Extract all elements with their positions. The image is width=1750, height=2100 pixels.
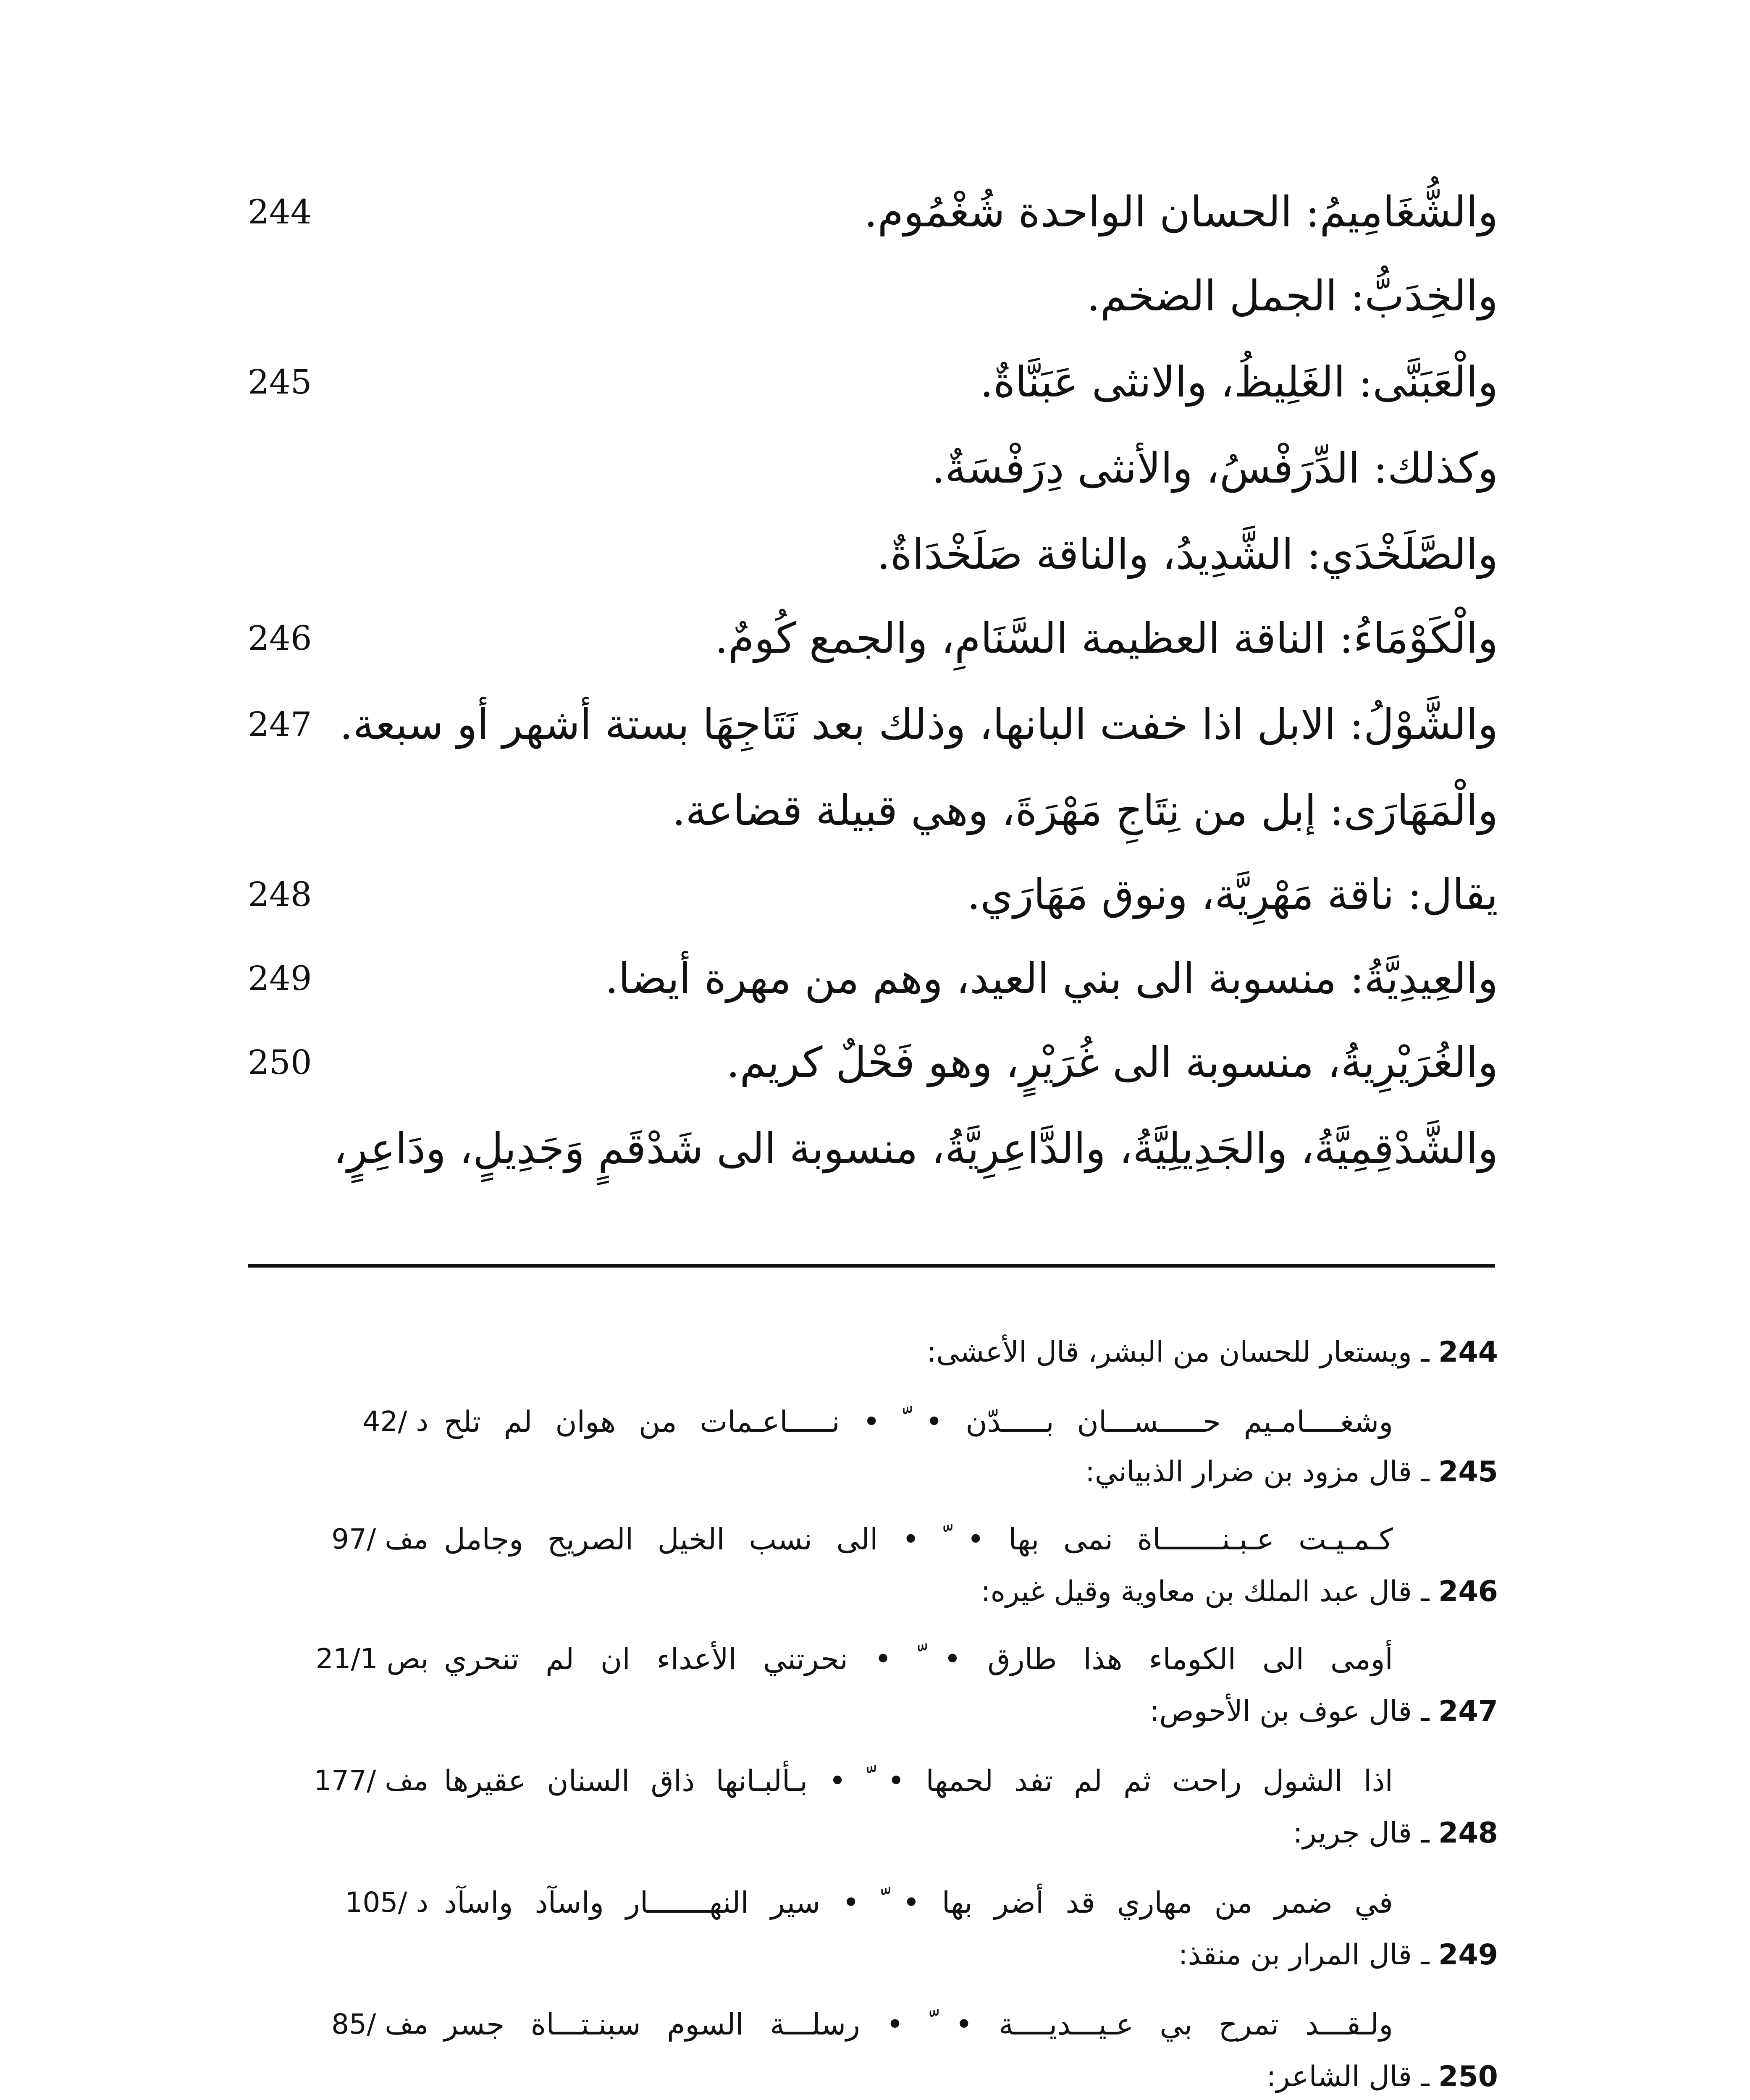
footnote-number: 246 [1438,1575,1498,1608]
footnote-verse-line [0,1871,1750,1934]
footnote-verse: أومى الى الكوماء هذا طارق • ّ • نحرتني الأعداء ان لم تنحري [444,1642,1393,1676]
footnote-verse: كـمـيـت عـبـنـــــــاة نمى بها • ّ • الى نسب الخيل الصريح وجامل [444,1522,1393,1557]
footnote-number: 250 [1438,2060,1498,2093]
entry-number: 247 [248,705,312,744]
footnote-heading [238,1928,1498,1982]
footnote-source: بص 21/1 [315,1643,428,1675]
entry-text: والشَّوْلُ: الابل اذا خفت البانها، وذلك بعد نَتَاجِهَا بستة أشهر أو سبعة. [339,700,1498,749]
entry-number: 245 [248,362,312,402]
footnote-intro: ـ قال جرير: [1293,1816,1430,1850]
footnote-verse-line [0,1508,1750,1571]
entry-line [0,769,1750,853]
footnote-source: مف /177 [314,1764,428,1797]
entry-number: 250 [248,1043,312,1082]
footnote-source: د /105 [345,1886,428,1919]
entry-text: والخِدَبُّ: الجمل الضخم. [1086,271,1498,320]
entry-text: والصَّلَخْدَي: الشَّدِيدُ، والناقة صَلَخْدَاةٌ. [877,530,1498,579]
entry-number: 249 [248,959,312,998]
footnote-heading [238,1325,1498,1380]
footnote-verse-line [0,1749,1750,1812]
entry-line [0,1021,1750,1105]
footnote-heading [238,1564,1498,1619]
footnote-number: 248 [1438,1816,1498,1850]
footnote-heading [238,1684,1498,1739]
entry-line [0,426,1750,510]
footnote-number: 247 [1438,1695,1498,1728]
entry-text: والشُّغَامِيمُ: الحسان الواحدة شُغْمُوم. [864,187,1498,236]
footnote-intro: ـ ويستعار للحسان من البشر، قال الأعشى: [926,1336,1430,1369]
footnote-heading [238,2050,1498,2100]
footnote-verse: وشغــــامـيم حـــــســـان بـــــدّن • ّ • نـــــاعـمات من هوان لم تلح [444,1404,1393,1439]
footnote-verse: اذا الشول راحت ثم لم تفد لحمها • ّ • بـألبـانها ذاق السنان عقيرها [444,1764,1393,1798]
entry-line [0,512,1750,596]
footnote-source: مف /97 [331,1523,428,1555]
entry-text: والْمَهَارَى: إبل من نِتَاجِ مَهْرَةَ، وهي قبيلة قضاعة. [672,786,1498,835]
entry-text: والعِيدِيَّةُ: منسوبة الى بني العيد، وهم من مهرة أيضا. [605,954,1498,1003]
entry-text: والشَّدْقِمِيَّةُ، والجَدِيلِيَّةُ، والدَّاعِرِيَّةُ، منسوبة الى شَدْقَمٍ وَجَدِيلٍ، ودَاعِرٍ، [333,1124,1498,1173]
entry-line [0,937,1750,1021]
entry-text: والْعَبَنَّى: الغَلِيظُ، والانثى عَبَنَّاةٌ. [980,357,1498,407]
entry-number: 246 [248,619,312,658]
footnote-verse-line [0,1390,1750,1453]
footnote-intro: ـ قال المرار بن منقذ: [1178,1938,1430,1971]
footnote-divider [248,1264,1495,1268]
entry-line [0,596,1750,680]
entry-line [0,853,1750,937]
footnote-number: 244 [1438,1336,1498,1369]
entry-line [0,340,1750,424]
footnote-verse-line [0,1993,1750,2056]
footnote-intro: ـ قال عبد الملك بن معاوية وقيل غيره: [981,1575,1430,1608]
footnote-heading [238,1806,1498,1861]
footnote-number: 249 [1438,1938,1498,1971]
footnote-intro: ـ قال مزود بن ضرار الذبياني: [1085,1455,1430,1488]
footnote-verse: في ضمر من مهاري قد أضر بها • ّ • سير النهـــــــار واسآد واسآد [444,1885,1393,1920]
footnote-source: مف /85 [331,2008,428,2040]
footnote-number: 245 [1438,1455,1498,1488]
footnote-verse: ولـقـــد تمرح بي عـيـــديــــة • ّ • رسلـــة السوم سبنـتـــاة جسر [444,2007,1393,2042]
footnote-source: د /42 [362,1405,428,1438]
entry-line [0,1107,1750,1191]
entry-text: يقال: ناقة مَهْرِيَّة، ونوق مَهَارَي. [967,870,1498,919]
entry-line [0,170,1750,254]
entry-number: 248 [248,875,312,914]
entry-line [0,682,1750,766]
entry-number: 244 [248,192,312,231]
entry-text: والغُرَيْرِيةُ، منسوبة الى غُرَيْرٍ، وهو فَحْلٌ كريم. [726,1038,1498,1087]
entry-text: والْكَوْمَاءُ: الناقة العظيمة السَّنَامِ، والجمع كُومٌ. [715,614,1498,663]
entry-text: وكذلك: الدِّرَفْسُ، والأنثى دِرَفْسَةٌ. [931,444,1498,493]
footnote-verse-line [0,1628,1750,1690]
footnote-intro: ـ قال عوف بن الأحوص: [1149,1695,1430,1728]
footnote-heading [238,1445,1498,1499]
footnote-intro: ـ قال الشاعر: [1266,2060,1430,2093]
entry-line [0,254,1750,338]
